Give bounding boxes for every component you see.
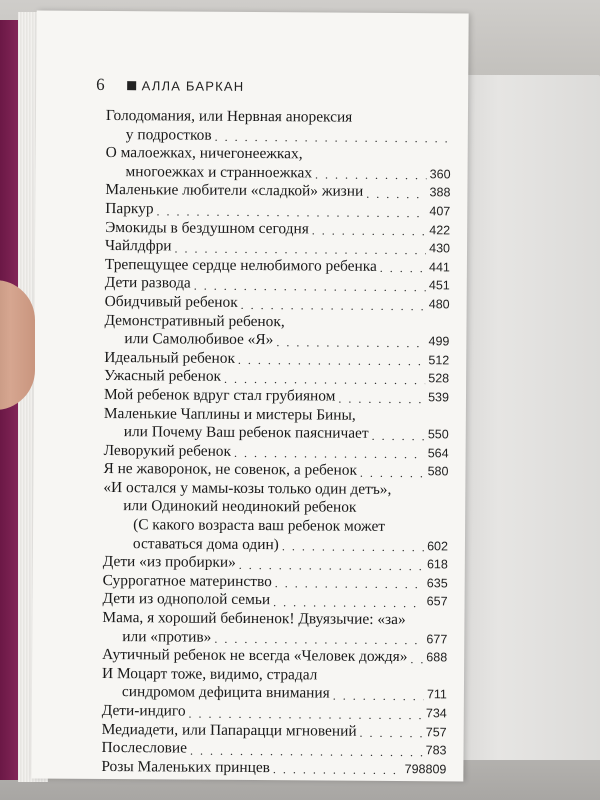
leader-dots (238, 352, 426, 369)
toc-entry-line (102, 721, 447, 742)
toc-entry-title: Трепещущее сердце нелюбимого ребенка (104, 255, 377, 275)
toc-entry-line (103, 590, 448, 611)
toc-page-number: 657 (426, 594, 448, 609)
toc-entry-line (106, 144, 451, 165)
toc-entry (104, 386, 449, 407)
toc-entry (105, 200, 450, 221)
toc-entry (101, 758, 446, 779)
toc-entry-title: Дети развода (104, 274, 191, 292)
toc-entry-line (102, 702, 447, 723)
toc-entry-title: Маленькие любители «сладкой» жизни (105, 181, 364, 201)
toc-entry-title: Суррогатное материнство (102, 571, 272, 591)
toc-entry-title: Я не жаворонок, не совенок, а ребенок (103, 460, 358, 480)
leader-dots (360, 465, 425, 481)
leader-dots (224, 371, 425, 388)
toc-entry-line (105, 293, 450, 314)
toc-page-number: 360 (429, 167, 451, 182)
toc-entry-line (105, 163, 450, 184)
toc-page-number: 798 (404, 761, 426, 777)
leader-dots (157, 203, 427, 221)
toc-page-number: 711 (426, 687, 447, 702)
leader-dots (194, 278, 426, 296)
toc-entry-line (105, 274, 450, 295)
toc-entry-line (103, 460, 448, 481)
toc-entry (104, 367, 449, 388)
page-number: 6 (96, 74, 105, 94)
toc-entry-title: или Самолюбивое «Я» (124, 330, 274, 349)
toc-entry-line (103, 535, 448, 556)
toc-last-page-number: 809 (425, 762, 447, 777)
toc-page-number: 602 (427, 538, 449, 554)
toc-entry (105, 144, 450, 184)
toc-entry (105, 219, 450, 240)
toc-entry-title: Маленькие Чаплины и мистеры Бины, (103, 404, 356, 424)
toc-entry-line (105, 219, 450, 240)
toc-entry-title: у подростков (125, 125, 212, 144)
toc-page-number: 550 (427, 427, 449, 442)
toc-entry (105, 293, 450, 314)
toc-entry (103, 553, 448, 574)
toc-entry-line (104, 367, 449, 388)
toc-page-number: 734 (425, 706, 447, 721)
leader-dots (275, 576, 424, 593)
facing-page (455, 75, 600, 765)
toc-page-number: 564 (427, 445, 449, 461)
toc-entry-line (106, 126, 451, 147)
toc-entry-title: Дети из однополой семьи (102, 590, 271, 609)
toc-entry-title: или Почему Ваш ребенок паясничает (123, 423, 369, 442)
leader-dots (273, 594, 424, 611)
toc-entry-line (104, 312, 449, 333)
leader-dots (190, 742, 423, 760)
toc-page-number: 480 (428, 297, 450, 312)
leader-dots (214, 631, 423, 648)
toc-entry-title: Паркур (105, 199, 154, 218)
toc-entry-line (101, 758, 446, 779)
leader-dots (273, 762, 402, 779)
leader-dots (380, 260, 426, 276)
toc-entry-line (104, 330, 449, 351)
toc-entry-title: Розы Маленьких принцев (101, 757, 271, 776)
toc-entry-line (104, 423, 449, 444)
toc-entry-title: Аутичный ребенок не всегда «Человек дождя» (102, 646, 408, 666)
toc-entry (105, 256, 450, 277)
toc-entry (102, 702, 447, 723)
leader-dots (315, 167, 427, 184)
square-bullet-icon (127, 81, 136, 90)
toc-entry-line (102, 683, 447, 704)
toc-entry (105, 237, 450, 258)
toc-page-number: 528 (428, 371, 450, 386)
toc-entry (103, 590, 448, 611)
toc-entry-title: Дети «из пробирки» (102, 553, 236, 572)
toc-entry (104, 312, 449, 352)
toc-entry-title: Медиадети, или Папарацци мгновений (101, 720, 357, 740)
toc-entry-title: Дети-индиго (101, 701, 186, 720)
toc-entry (104, 442, 449, 463)
leader-dots (276, 334, 425, 351)
toc-entry (102, 665, 447, 705)
leader-dots (333, 688, 424, 705)
toc-entry-line (104, 404, 449, 425)
toc-entry-line (103, 572, 448, 593)
toc-entry (101, 739, 446, 760)
toc-entry (103, 479, 449, 556)
toc-entry-title: Обидчивый ребенок (104, 292, 238, 311)
author-name: АЛЛА БАРКАН (141, 77, 245, 94)
toc-page-number: 677 (426, 631, 448, 647)
toc-entry-title: Идеальный ребенок (104, 348, 236, 367)
toc-entry-line (103, 553, 448, 574)
toc-page-number: 757 (425, 724, 447, 739)
toc-entry (105, 274, 450, 295)
toc-entry-title: или «против» (122, 627, 212, 646)
toc-page-number: 618 (426, 557, 448, 572)
toc-entry-title: Мама, я хороший бебиненок! Двуязычие: «за» (102, 609, 406, 629)
toc-entry-line (104, 349, 449, 370)
toc-entry-line (102, 609, 447, 630)
book-page (31, 11, 468, 782)
toc-entry-title: Послесловие (101, 739, 188, 757)
toc-entry-title: Мой ребенок вдруг стал грубияном (103, 385, 336, 405)
leader-dots (360, 725, 423, 741)
toc-entry-title: «И остался у мамы-козы только один детъ», (103, 478, 392, 498)
toc-entry-line (105, 256, 450, 277)
toc-entry-line (102, 665, 447, 686)
leader-dots (234, 445, 425, 462)
table-of-contents (101, 107, 451, 779)
toc-page-number: 688 (426, 650, 448, 665)
leader-dots (372, 428, 425, 444)
toc-page-number: 499 (428, 334, 450, 349)
toc-entry-line (105, 181, 450, 202)
toc-entry (102, 721, 447, 742)
toc-entry-line (103, 497, 448, 518)
leader-dots (174, 240, 426, 258)
leader-dots (241, 296, 426, 313)
toc-entry-title: или Одинокий неодинокий ребенок (123, 497, 357, 517)
toc-entry-line (102, 628, 447, 649)
toc-page-number: 451 (428, 278, 450, 293)
leader-dots (366, 186, 426, 202)
leader-dots (239, 557, 424, 574)
toc-entry-title: И Моцарт тоже, видимо, страдал (102, 664, 318, 684)
toc-entry-title: Эмокиды в бездушном сегодня (105, 218, 309, 237)
toc-entry (103, 460, 448, 481)
toc-entry-line (103, 479, 448, 500)
toc-page-number: 512 (428, 352, 450, 368)
toc-entry-title: О малоежках, ничегонеежках, (105, 144, 303, 163)
toc-page-number: 422 (429, 222, 451, 237)
toc-page-number: 407 (429, 204, 451, 219)
toc-entry-title: Ужасный ребенок (104, 367, 222, 386)
toc-entry-title: Демонстративный ребенок, (104, 311, 285, 330)
toc-page-number: 635 (426, 576, 448, 591)
toc-entry-line (102, 646, 447, 667)
toc-page-number: 783 (425, 743, 447, 758)
toc-entry (104, 349, 449, 370)
toc-entry-line (103, 516, 448, 537)
toc-entry-line (106, 107, 451, 128)
toc-entry-title: синдромом дефицита внимания (121, 683, 330, 702)
toc-entry-line (105, 237, 450, 258)
leader-dots (189, 705, 423, 723)
toc-entry-line (104, 442, 449, 463)
toc-page-number: 539 (428, 390, 450, 405)
leader-dots (282, 538, 424, 555)
leader-dots (410, 651, 423, 667)
toc-entry (105, 181, 450, 202)
toc-page-number: 430 (429, 241, 451, 256)
toc-entry (102, 609, 447, 649)
toc-page-number: 580 (427, 464, 449, 479)
leader-dots (312, 223, 427, 240)
running-header (96, 75, 244, 96)
toc-entry-title: многоежках и странноежках (125, 162, 313, 182)
toc-entry (104, 404, 449, 444)
toc-entry (103, 572, 448, 593)
leader-dots (338, 390, 425, 407)
toc-entry-title: оставаться дома один) (132, 534, 279, 553)
toc-page-number: 441 (428, 259, 450, 275)
toc-entry (106, 107, 451, 147)
toc-page-number: 388 (429, 185, 451, 200)
toc-entry-line (104, 386, 449, 407)
toc-entry-title: Леворукий ребенок (103, 441, 232, 460)
toc-entry-title: Голодомания, или Нервная анорексия (105, 106, 353, 126)
toc-entry-line (101, 739, 446, 760)
toc-entry-line (105, 200, 450, 221)
toc-entry-title: Чайлдфри (104, 237, 172, 255)
toc-entry (102, 646, 447, 667)
leader-dots (215, 129, 448, 147)
toc-entry-title: (С какого возраста ваш ребенок может (133, 516, 386, 536)
